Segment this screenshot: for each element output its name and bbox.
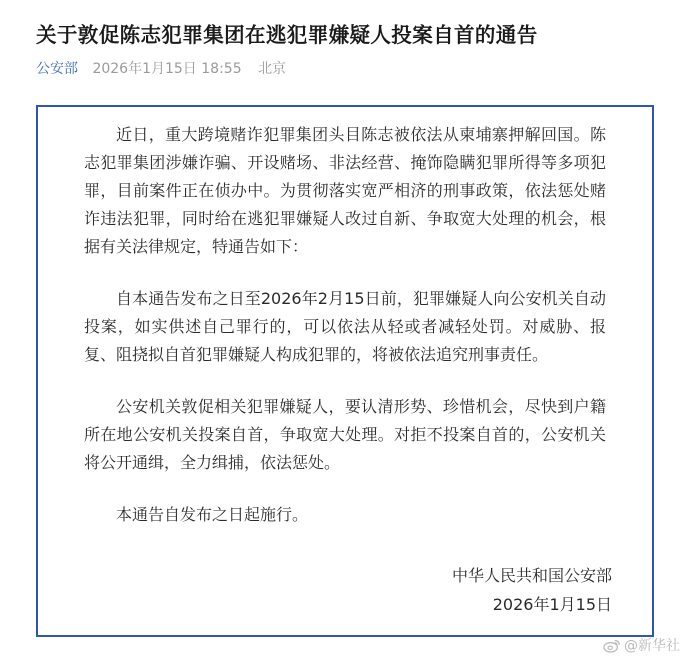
weibo-icon <box>603 638 621 653</box>
notice-paragraph-2: 自本通告发布之日至2026年2月15日前，犯罪嫌疑人向公安机关自动投案，如实供述自己罪行的，可以依法从轻或者减轻处罚。对威胁、报复、阻挠拟自首犯罪嫌疑人构成犯罪的，将被依法追究刑事责任。 <box>84 289 606 364</box>
article-meta <box>36 58 286 78</box>
notice-paragraph-4: 本通告自发布之日起施行。 <box>116 505 309 524</box>
notice-box <box>36 105 654 637</box>
watermark <box>603 635 680 655</box>
watermark-text: @新华社 <box>624 638 680 654</box>
source-link[interactable]: 公安部 <box>36 61 78 77</box>
publish-datetime: 2026年1月15日 18:55 <box>92 61 242 77</box>
publish-location: 北京 <box>258 61 287 77</box>
article-title: 关于敦促陈志犯罪集团在逃犯罪嫌疑人投案自首的通告 <box>36 23 538 47</box>
notice-paragraph-1: 近日，重大跨境赌诈犯罪集团头目陈志被依法从柬埔寨押解回国。陈志犯罪集团涉嫌诈骗、开设赌场、非法经营、掩饰隐瞒犯罪所得等多项犯罪，目前案件正在侦办中。为贯彻落实宽严相济的刑事政策，依法惩处赌诈违法犯罪，同时给在逃犯罪嫌疑人改过自新、争取宽大处理的机会，根据有关法律规定，特通告如下： <box>84 125 606 256</box>
notice-paragraph-3: 公安机关敦促相关犯罪嫌疑人，要认清形势、珍惜机会，尽快到户籍所在地公安机关投案自首，争取宽大处理。对拒不投案自首的，公安机关将公开通缉，全力缉捕，依法惩处。 <box>84 397 606 472</box>
signature-date: 2026年1月15日 <box>492 595 612 614</box>
signature-org: 中华人民共和国公安部 <box>451 566 612 585</box>
